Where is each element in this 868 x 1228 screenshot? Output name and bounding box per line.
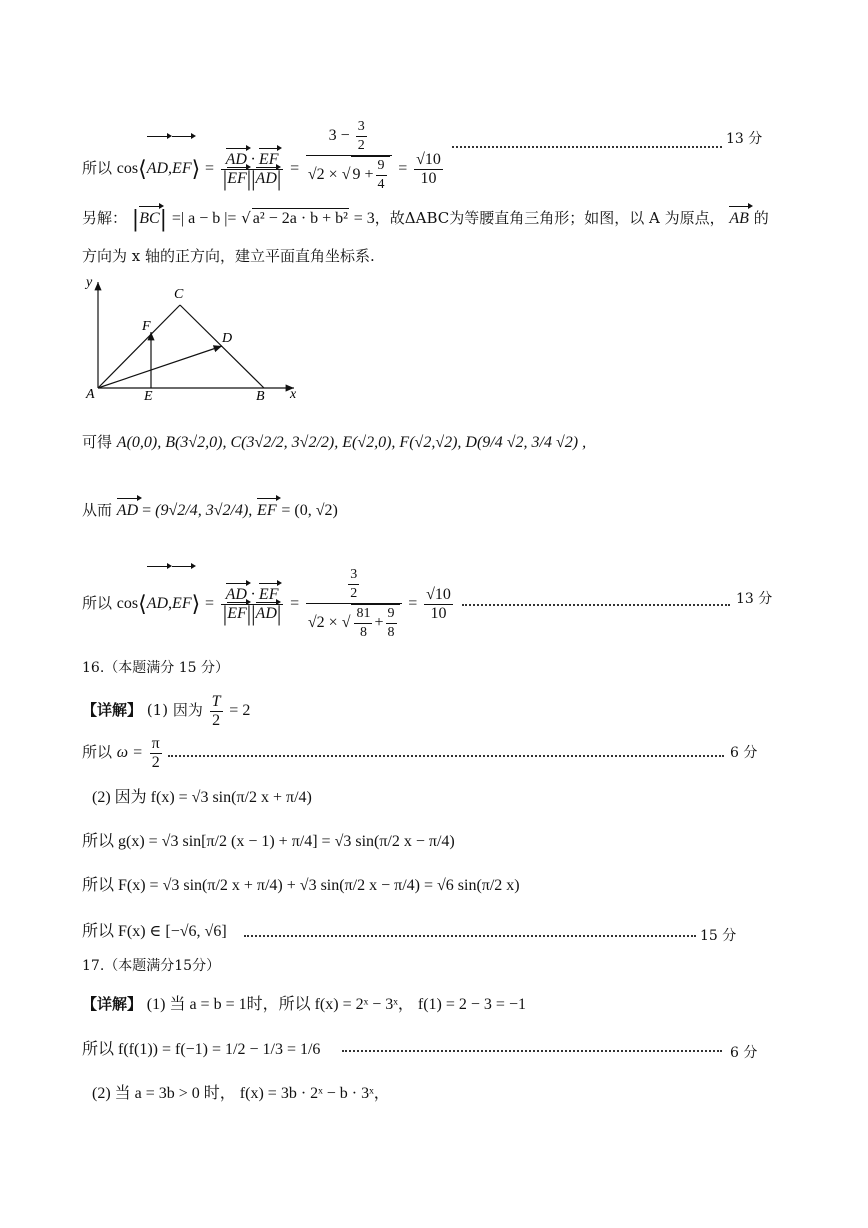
alt-radicand: a² − 2a · b + b² [252, 210, 348, 227]
rad2a-den: 8 [359, 625, 367, 640]
label-y: y [86, 276, 93, 290]
q16-detail-label: 【详解】 [82, 701, 143, 719]
sub-num: 3 [356, 118, 367, 137]
denominator-left: √2 × [307, 166, 338, 184]
omega-eq: ω = [116, 744, 143, 761]
q16-g: 所以 g(x) = √3 sin[π/2 (x − 1) + π/4] = √3 sin(π/2 x − π/4) [82, 833, 455, 850]
so-label: 所以 [82, 159, 113, 178]
cos-label: cos [116, 160, 139, 178]
dotted-leader-5 [342, 1030, 722, 1052]
from-line: 从而 AD = (9√2/4, 3√2/4), EF = (0, √2) [82, 501, 338, 519]
alt-line-1: 另解： |BC| =| a − b |= √ a² − 2a · b + b² = 3，故ΔABC为等腰直角三角形；如图，以 A 为原点， AB 的 [82, 207, 769, 232]
q17-part1 [82, 994, 526, 1015]
so-label-2: 所以 [82, 594, 113, 612]
q16-range: 所以 F(x) ∈ [−√6, √6] [82, 923, 227, 940]
score-13-b: 13 分 [736, 591, 773, 607]
score-15: 15 分 [700, 928, 737, 944]
plus-sign: + [374, 614, 384, 632]
numeric-fraction-2: $\frac{3}{2}$ √2 × √ $\frac{81}{8}$ + $\frac{9}{8}$ [306, 566, 402, 642]
q16-part2: (2) 因为 f(x) = √3 sin(π/2 x + π/4) [92, 789, 312, 806]
q16-eq2: = 2 [229, 702, 251, 719]
dotted-leader-3 [168, 735, 724, 757]
segment-ac [98, 305, 180, 388]
angle-open: ⟨ [138, 157, 147, 183]
omega-den: 2 [151, 753, 160, 771]
vector-ad: AD [147, 139, 168, 199]
coords-text: A(0,0), B(3√2,0), C(3√2/2, 3√2/2), E(√2,0), F(√2,√2), D(9/4 √2, 3/4 √2) , [116, 434, 587, 451]
q16-F: 所以 F(x) = √3 sin(π/2 x + π/4) + √3 sin(π/2 x − π/4) = √6 sin(π/2 x) [82, 877, 520, 894]
q16-omega [82, 734, 164, 770]
alt-eq3: = 3 [353, 210, 375, 227]
q17-header: 17.（本题满分15分） [82, 958, 221, 974]
cos-label-2: cos [116, 595, 139, 612]
omega-lead: 所以 [82, 743, 113, 761]
block2-equation: 所以 cos⟨AD,EF⟩ = $\frac{AD \cdot EF}{|EF||AD|}$ = $\frac{3}{2}$ √2 × √ $\frac{81}{8}$ + $\frac{9}{8}$ = $\frac{√10}{10}$ [82, 567, 451, 640]
q16-p1-text: (1) 因为 [146, 701, 203, 719]
result-den: 10 [420, 169, 437, 187]
label-a: A [86, 387, 95, 402]
score-6-b: 6 分 [730, 1045, 758, 1061]
den2-left: √2 × [307, 614, 338, 632]
dotted-leader-4 [244, 915, 696, 937]
label-d: D [222, 331, 233, 346]
rad2a-num: 81 [354, 605, 372, 624]
vector-bc: BC [139, 210, 160, 227]
rad2b-num: 9 [386, 605, 397, 624]
angle-close: ⟩ [191, 157, 201, 183]
label-e: E [144, 389, 153, 404]
result2-den: 10 [430, 604, 447, 622]
numerator-text: 3 − [328, 127, 350, 145]
alt-mid: =| a − b |= [171, 210, 237, 227]
label-c: C [174, 287, 184, 302]
score-13-a: 13 分 [726, 131, 763, 147]
vector-ad-arrow [98, 346, 222, 388]
q16-header: 16.（本题满分 15 分） [82, 660, 229, 676]
t-num: T [211, 692, 221, 710]
label-f: F [142, 319, 151, 334]
rad-num: 9 [376, 157, 387, 176]
coordinate-figure [80, 276, 310, 406]
result-fraction-2 [424, 586, 453, 623]
from-lead: 从而 [82, 501, 113, 519]
label-b: B [256, 389, 265, 404]
dotted-leader-2 [462, 584, 730, 606]
dotted-leader [452, 126, 722, 148]
rad2b-den: 8 [387, 625, 395, 640]
alt-text-c: 的 [753, 209, 769, 227]
n2-num: 3 [348, 566, 359, 585]
q17-detail-label: 【详解】 [82, 995, 143, 1013]
result2-num: √10 [426, 585, 451, 603]
alt-label: 另解： [82, 209, 128, 227]
rad-den: 4 [377, 177, 385, 192]
coords-lead: 可得 [82, 433, 113, 451]
dot-over-norms-fraction: $\frac{AD \cdot EF}{|EF||AD|}$ [222, 150, 282, 191]
score-6-a: 6 分 [730, 745, 758, 761]
q17-p1-text: (1) 当 a = b = 1时，所以 f(x) = 2ˣ − 3ˣ， f(1) = 2 − 3 = −1 [146, 996, 526, 1013]
label-x: x [290, 387, 297, 402]
dot-over-norms-fraction-2: $\frac{AD \cdot EF}{|EF||AD|}$ [222, 585, 282, 626]
numeric-fraction-1: 3 − $\frac{3}{2}$ √2 × √ 9 + $\frac{9}{4}$ [306, 118, 392, 194]
vector-ef: EF [172, 139, 192, 199]
vector-ab: AB [729, 210, 749, 227]
sub-den: 2 [357, 138, 365, 153]
q17-part2: (2) 当 a = 3b > 0 时， f(x) = 3b · 2ˣ − b · 3ˣ， [92, 1085, 390, 1102]
q17-ff: 所以 f(f(1)) = f(−1) = 1/2 − 1/3 = 1/6 [82, 1041, 321, 1058]
ef-value: = (0, √2) [281, 502, 338, 519]
n2-den: 2 [350, 586, 358, 601]
block1-equation: 所以 cos⟨AD,EF⟩ = $\frac{AD \cdot EF}{|EF||AD|}$ = 3 − $\frac{3}{2}$ √2 × √ 9 + $\frac{9}{4}$ = $\frac{√10}{10}$ [82, 118, 445, 178]
radicand-a: 9 + [352, 166, 374, 184]
result-num: √10 [416, 150, 441, 168]
q16-part1 [82, 692, 250, 728]
ad-value: (9√2/4, 3√2/4), [155, 502, 253, 519]
coords-line [82, 432, 586, 453]
t-den: 2 [212, 711, 221, 729]
alt-line-2: 方向为 x 轴的正方向，建立平面直角坐标系. [82, 247, 375, 265]
alt-text-b: ，故ΔABC为等腰直角三角形；如图，以 A 为原点， [374, 209, 725, 227]
result-fraction-1 [414, 151, 443, 188]
omega-num: π [151, 734, 160, 752]
